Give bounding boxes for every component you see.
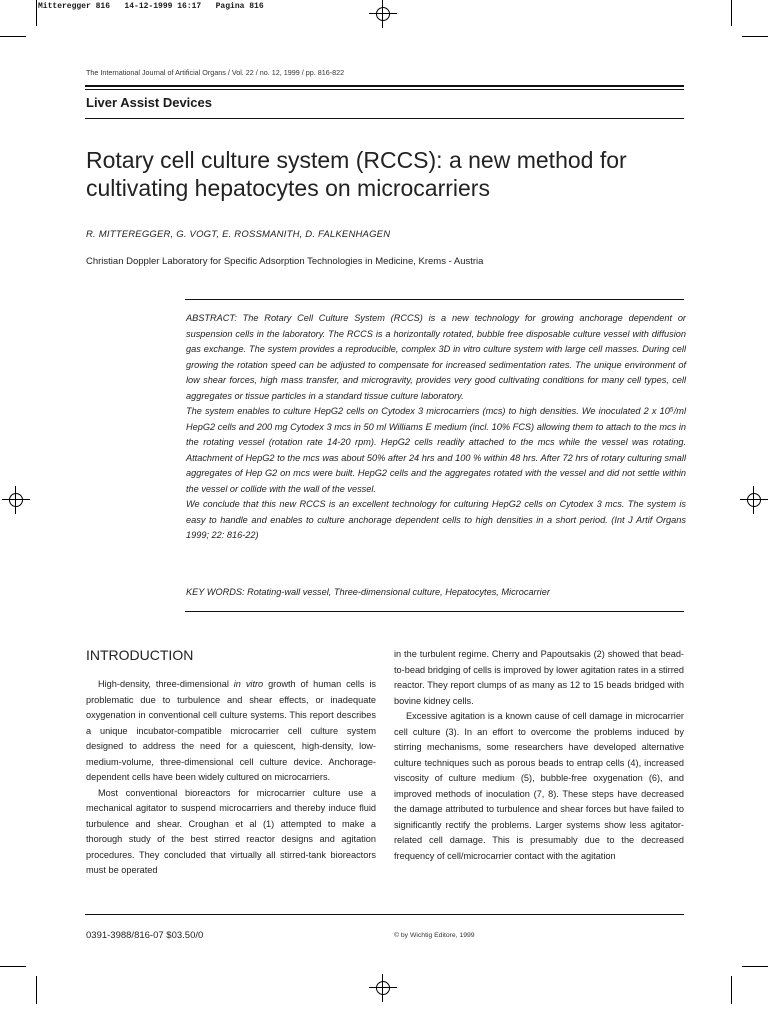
crop-mark — [0, 966, 26, 967]
abstract-rule-bottom — [185, 611, 684, 612]
body-text: growth of human cells is problematic due to turbulence and shear effects, or inadequate oxygenation in conventional cell culture systems. This report describes a unique incubator-compatible microcarrier cell culture system designed to address the need for a quiescent, high-density, low-medium-volume, three-dimensional cell culture device. Anchorage-dependent cells have been widely cultured on microcarriers. — [86, 679, 376, 782]
registration-mark — [2, 486, 30, 514]
crop-mark — [36, 0, 37, 26]
section-label: Liver Assist Devices — [86, 95, 212, 110]
crop-mark — [731, 0, 732, 26]
author-list: R. MITTEREGGER, G. VOGT, E. ROSSMANITH, D. FALKENHAGEN — [86, 229, 391, 240]
abstract — [186, 311, 686, 544]
abstract-rule-top — [185, 299, 684, 300]
crop-mark — [742, 36, 768, 37]
registration-mark — [369, 0, 397, 28]
body-column-right — [394, 647, 684, 864]
crop-mark — [742, 966, 768, 967]
header-rule — [85, 85, 684, 87]
body-paragraph — [86, 677, 376, 786]
crop-mark — [0, 36, 26, 37]
body-column-left — [86, 677, 376, 879]
affiliation: Christian Doppler Laboratory for Specific Adsorption Technologies in Medicine, Krems - Austria — [86, 256, 484, 267]
print-stamp: Mitteregger 816 14-12-1999 16:17 Pagina 816 — [38, 2, 264, 11]
crop-mark — [731, 976, 732, 1004]
crop-mark — [36, 976, 37, 1004]
footer-rule — [85, 914, 684, 915]
header-rule — [85, 89, 684, 90]
section-rule — [85, 118, 684, 119]
registration-mark — [369, 974, 397, 1002]
article-code: 0391-3988/816-07 $03.50/0 — [86, 930, 204, 941]
abstract-paragraph: We conclude that this new RCCS is an excellent technology for culturing HepG2 cells on Cytodex 3 mcs. The system is easy to handle and enables to culture anchorage dependent cells to high densities in a short period. (Int J Artif Organs 1999; 22: 816-22) — [186, 499, 686, 540]
journal-reference: The International Journal of Artificial Organs / Vol. 22 / no. 12, 1999 / pp. 816-822 — [86, 68, 345, 77]
body-text: High-density, three-dimensional — [98, 679, 234, 689]
paper-title: Rotary cell culture system (RCCS): a new method for cultivating hepatocytes on microcarriers — [86, 147, 627, 201]
body-text-italic: in vitro — [233, 679, 264, 689]
abstract-paragraph: ABSTRACT: The Rotary Cell Culture System (RCCS) is a new technology for growing anchorage dependent or suspension cells in the laboratory. The RCCS is a horizontally rotated, bubble free disposable culture vessel with diffusion gas exchange. The system provides a reproducible, complex 3D in vitro culture system with large cell masses. During cell growing the rotation speed can be adjusted to compensate for increased sedimentation rates. The unique environment of low shear forces, high mass transfer, and microgravity, provides very good cultivating conditions for many cell types, cell aggregates or tissue particles in a standard tissue culture laboratory. — [186, 313, 686, 401]
abstract-paragraph: The system enables to culture HepG2 cells on Cytodex 3 microcarriers (mcs) to high densities. We inoculated 2 x 10⁵/ml HepG2 cells and 200 mg Cytodex 3 mcs in 50 ml Williams E medium (incl. 10% FCS) allowing them to attach to the mcs in the rotating vessel (rotation rate 14-20 rpm). HepG2 cells readily attached to the mcs while the vessel was rotating. Attachment of HepG2 to the mcs was about 50% after 24 hrs and 100 % within 48 hrs. After 72 hrs of rotary culturing small aggregates of Hep G2 on mcs were built. HepG2 cells and the aggregates rotated with the vessel and did not settle within the vessel or collide with the wall of the vessel. — [186, 406, 686, 494]
section-heading-introduction: INTRODUCTION — [86, 647, 194, 663]
keywords: KEY WORDS: Rotating-wall vessel, Three-dimensional culture, Hepatocytes, Microcarrier — [186, 587, 550, 597]
body-paragraph: in the turbulent regime. Cherry and Papoutsakis (2) showed that bead-to-bead bridging of cells is improved by lower agitation rates in a stirred reactor. They report clumps of as many as 12 to 15 beads bridged with bovine kidney cells. — [394, 649, 684, 706]
copyright-notice: © by Wichtig Editore, 1999 — [394, 932, 475, 939]
body-paragraph: Excessive agitation is a known cause of cell damage in microcarrier cell culture (3). In an effort to overcome the problems induced by stirring mechanisms, some researchers have developed alternative culture techniques such as porous beads to entrap cells (4), increased viscosity of culture medium (5), bubble-free oxygenation (6), and improved methods of inoculation (7, 8). These steps have decreased the damage attributed to turbulence and shear forces but have failed to significantly rectify the problems. Larger systems show less agitator-related cell damage. This is presumably due to the decreased frequency of cell/microcarrier contact with the agitation — [394, 711, 684, 861]
body-paragraph: Most conventional bioreactors for microcarrier culture use a mechanical agitator to suspend microcarriers and thereby induce fluid turbulence and shear. Croughan et al (1) attempted to make a thorough study of the best stirred reactor designs and agitation procedures. They concluded that virtually all stirred-tank bioreactors must be operated — [86, 787, 376, 875]
registration-mark — [740, 486, 768, 514]
